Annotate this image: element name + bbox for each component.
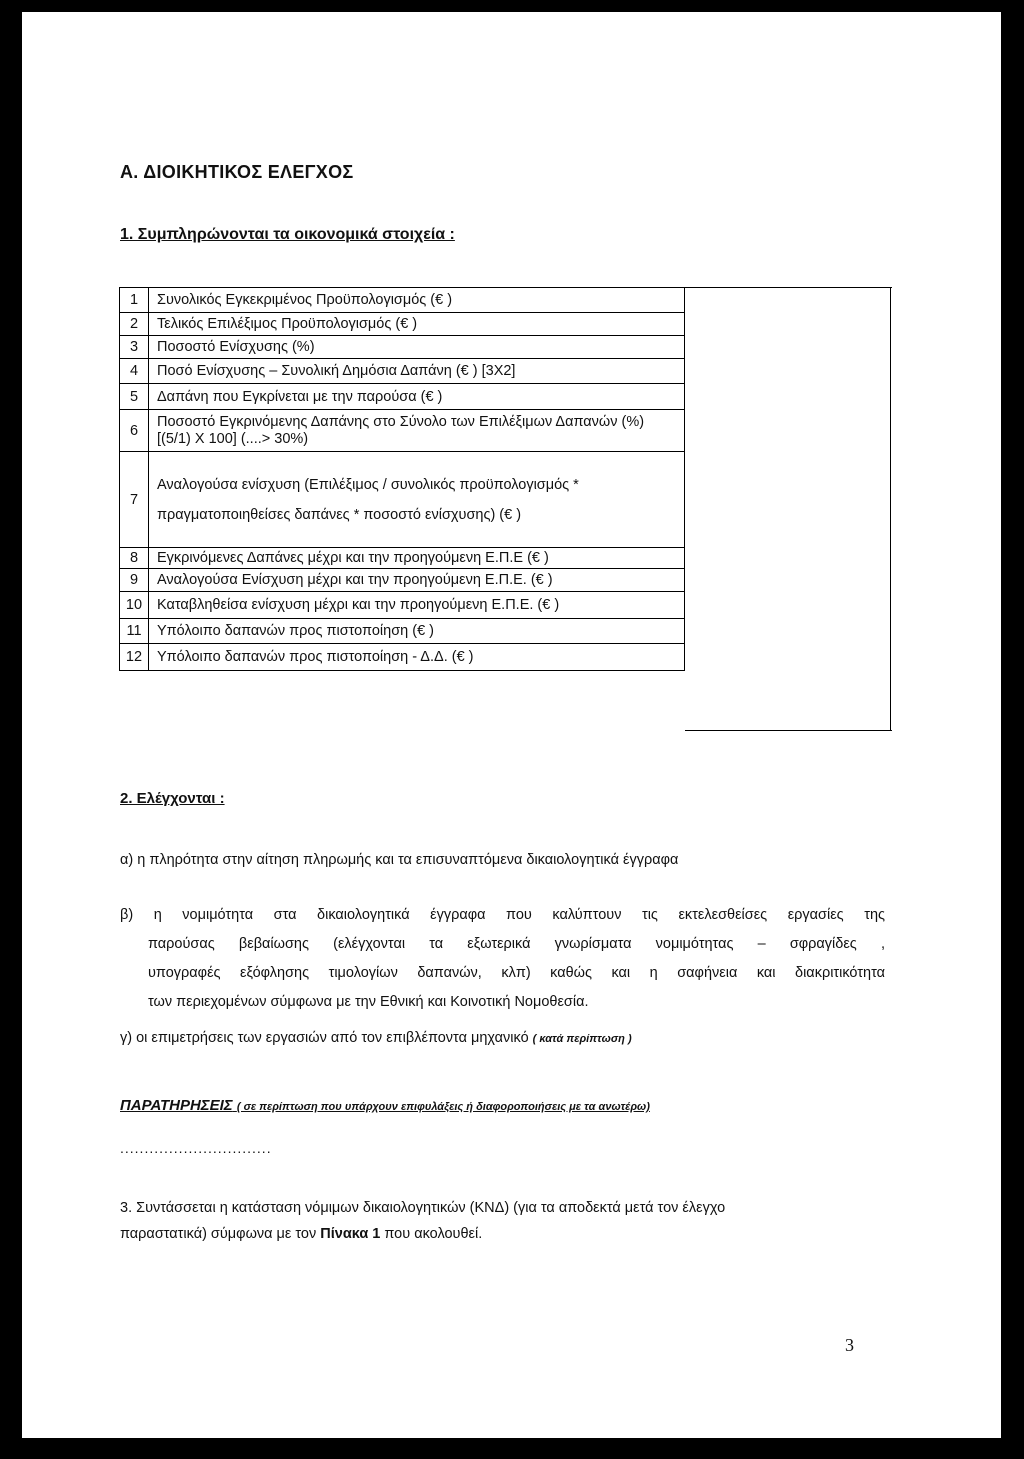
table-row — [120, 569, 685, 592]
row-number: 7 — [120, 452, 149, 548]
row-number: 1 — [120, 288, 149, 313]
check-item-c-note: ( κατά περίπτωση ) — [532, 1033, 632, 1045]
row-label: Δαπάνη που Εγκρίνεται με την παρούσα (€ ) — [149, 384, 685, 410]
check-item-b-line1: β) η νομιμότητα στα δικαιολογητικά έγγραφα που καλύπτουν τις εκτελεσθείσες εργασίες της — [120, 907, 885, 923]
document-page — [22, 12, 1001, 1438]
table-row — [120, 288, 685, 313]
table-row — [120, 452, 685, 548]
observations-note: ( σε περίπτωση που υπάρχουν επιφυλάξεις ή διαφοροποιήσεις με τα ανωτέρω) — [236, 1101, 650, 1113]
row-label: Υπόλοιπο δαπανών προς πιστοποίηση (€ ) — [149, 619, 685, 644]
table-row — [120, 336, 685, 359]
section-3-line1: 3. Συντάσσεται η κατάσταση νόμιμων δικαιολογητικών (ΚΝΔ) (για τα αποδεκτά μετά τον έλεγχο — [120, 1200, 726, 1216]
row-number: 5 — [120, 384, 149, 410]
observations-label: ΠΑΡΑΤΗΡΗΣΕΙΣ — [120, 1097, 233, 1114]
financial-data-table — [119, 287, 685, 671]
section-1-title: 1. Συμπληρώνονται τα οικονομικά στοιχεία : — [120, 226, 455, 243]
value-column-right-border — [890, 287, 891, 730]
check-item-b-line2: παρούσας βεβαίωσης (ελέγχονται τα εξωτερικά γνωρίσματα νομιμότητας – σφραγίδες , — [148, 936, 885, 952]
row-number: 8 — [120, 548, 149, 569]
row-label: Συνολικός Εγκεκριμένος Προϋπολογισμός (€ ) — [149, 288, 685, 313]
row-label: Αναλογούσα ενίσχυση (Επιλέξιμος / συνολικός προϋπολογισμός * πραγματοποιηθείσες δαπάνες * ποσοστό ενίσχυσης) (€ ) — [149, 452, 685, 548]
observations-dots: ............................... — [120, 1140, 272, 1156]
value-column-top-border — [685, 287, 892, 288]
table-row — [120, 313, 685, 336]
row-label: Ποσό Ενίσχυσης – Συνολική Δημόσια Δαπάνη (€ ) [3Χ2] — [149, 359, 685, 384]
row-label: Τελικός Επιλέξιμος Προϋπολογισμός (€ ) — [149, 313, 685, 336]
check-item-b-line3: υπογραφές εξόφλησης τιμολογίων δαπανών, κλπ) καθώς και η σαφήνεια και διακριτικότητα — [148, 965, 885, 981]
check-item-a: α) η πληρότητα στην αίτηση πληρωμής και τα επισυναπτόμενα δικαιολογητικά έγγραφα — [120, 852, 679, 868]
row-label: Υπόλοιπο δαπανών προς πιστοποίηση - Δ.Δ. (€ ) — [149, 644, 685, 671]
table-row — [120, 410, 685, 452]
table-row — [120, 644, 685, 671]
row-number: 4 — [120, 359, 149, 384]
row-number: 2 — [120, 313, 149, 336]
table-row — [120, 548, 685, 569]
section-3-line2 — [120, 1224, 482, 1244]
row-number: 11 — [120, 619, 149, 644]
row-label: Καταβληθείσα ενίσχυση μέχρι και την προηγούμενη Ε.Π.Ε. (€ ) — [149, 592, 685, 619]
table-row — [120, 359, 685, 384]
row-number: 3 — [120, 336, 149, 359]
row-label: Ποσοστό Ενίσχυσης (%) — [149, 336, 685, 359]
section-2-title: 2. Ελέγχονται : — [120, 790, 225, 807]
row-label: Εγκρινόμενες Δαπάνες μέχρι και την προηγούμενη Ε.Π.Ε (€ ) — [149, 548, 685, 569]
row-label: Αναλογούσα Ενίσχυση μέχρι και την προηγούμενη Ε.Π.Ε. (€ ) — [149, 569, 685, 592]
row-number: 10 — [120, 592, 149, 619]
section-3-text-end: που ακολουθεί. — [380, 1226, 483, 1242]
check-item-b-line4: των περιεχομένων σύμφωνα με την Εθνική και Κοινοτική Νομοθεσία. — [148, 994, 589, 1010]
check-item-c — [120, 1028, 632, 1049]
value-column-bottom-border — [685, 730, 892, 731]
row-number: 9 — [120, 569, 149, 592]
row-label: Ποσοστό Εγκρινόμενης Δαπάνης στο Σύνολο των Επιλέξιμων Δαπανών (%) [(5/1) Χ 100] (....> 30%) — [149, 410, 685, 452]
table-row — [120, 619, 685, 644]
table-row — [120, 592, 685, 619]
page-number: 3 — [845, 1335, 854, 1355]
section-heading: Α. ΔΙΟΙΚΗΤΙΚΟΣ ΕΛΕΓΧΟΣ — [120, 162, 354, 182]
table-1-reference: Πίνακα 1 — [320, 1226, 381, 1242]
observations-block — [120, 1097, 650, 1114]
check-item-c-text: γ) οι επιμετρήσεις των εργασιών από τον επιβλέποντα μηχανικό — [120, 1030, 529, 1046]
table-row — [120, 384, 685, 410]
row-number: 6 — [120, 410, 149, 452]
row-number: 12 — [120, 644, 149, 671]
section-3-text-start: παραστατικά) σύμφωνα με τον — [120, 1226, 321, 1242]
